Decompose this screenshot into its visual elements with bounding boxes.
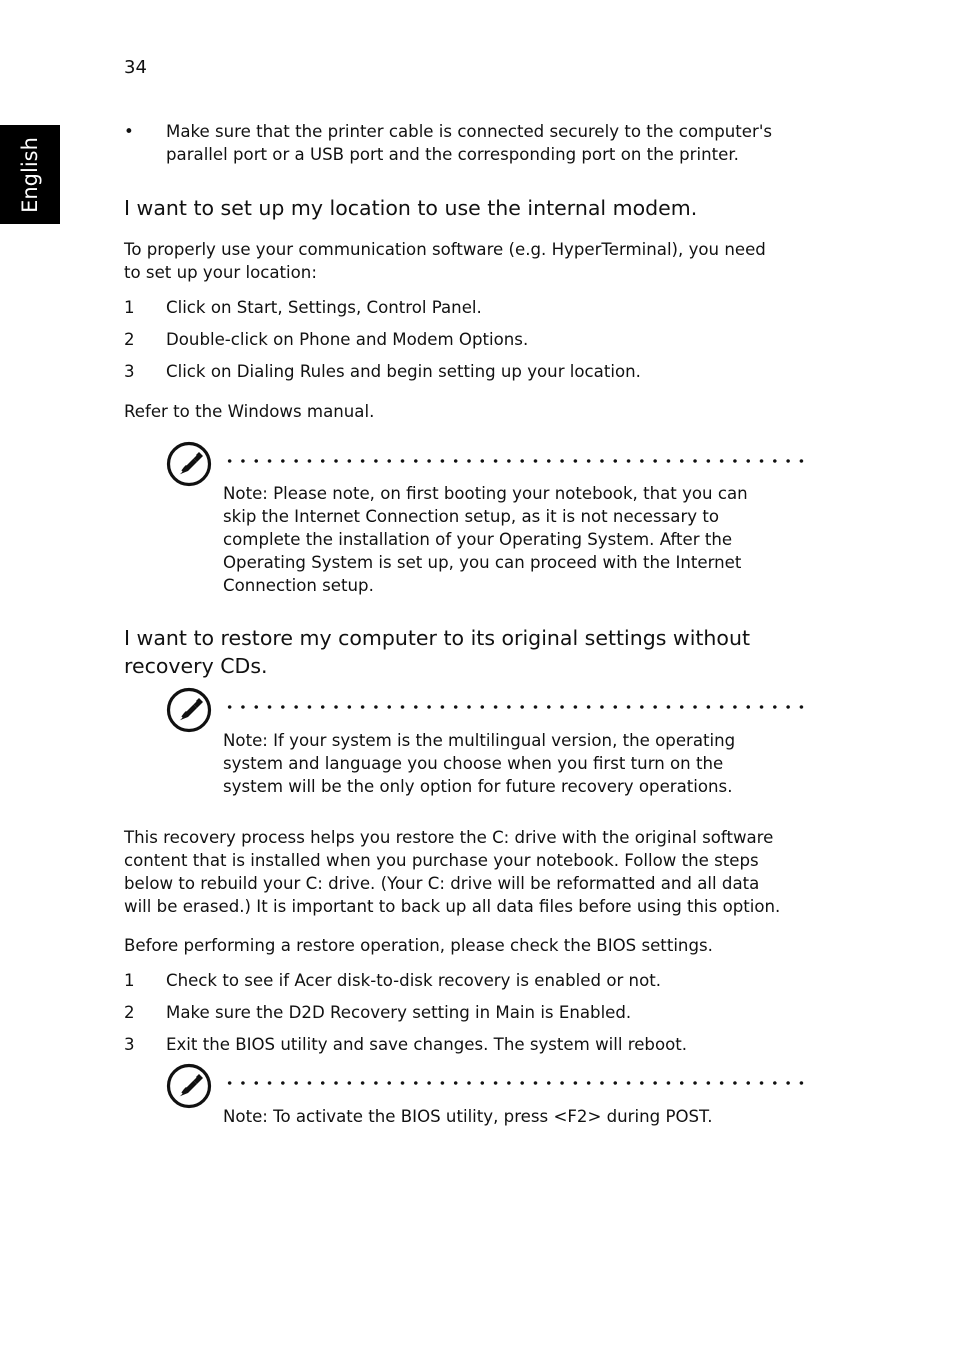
bios-check-text: Before performing a restore operation, please check the BIOS settings. — [124, 936, 713, 955]
step-number: 2 — [124, 330, 135, 349]
page-number: 34 — [124, 57, 147, 78]
bullet-text-line: parallel port or a USB port and the corresponding port on the printer. — [166, 145, 739, 164]
note-line: complete the installation of your Operating System. After the — [223, 530, 733, 549]
note-text-part: during POST. — [601, 1107, 713, 1126]
step-text-part: , — [277, 298, 288, 317]
note-divider — [223, 459, 811, 463]
ui-term-main: Main — [495, 1003, 536, 1022]
step-text — [166, 1001, 631, 1024]
note-modem — [223, 482, 793, 597]
ui-term-dialing-rules: Dialing Rules — [236, 362, 345, 381]
note-line: system and language you choose when you first turn on the — [223, 754, 724, 773]
note-line — [223, 729, 793, 752]
ui-term-d2d-recovery: Acer disk-to-disk recovery — [294, 971, 511, 990]
heading-line: I want to restore my computer to its original settings without — [124, 626, 750, 650]
ui-term-enabled: Enabled — [558, 1003, 626, 1022]
note-line: Connection setup. — [223, 576, 374, 595]
note-pen-icon — [166, 441, 212, 487]
step-text-part: is — [535, 1003, 559, 1022]
step-text-part: , — [355, 298, 367, 317]
note-line: Operating System is set up, you can proceed with the Internet — [223, 553, 742, 572]
ui-term-settings: Settings — [287, 298, 356, 317]
note-multilingual — [223, 729, 793, 798]
step-text-part: . — [625, 1003, 632, 1022]
step-text — [166, 296, 482, 319]
note-text-part: To activate the BIOS utility, press — [267, 1107, 554, 1126]
step-text-part: setting in — [406, 1003, 496, 1022]
intro-line: To properly use your communication software (e.g. HyperTerminal), you need — [124, 240, 766, 259]
ui-term-d2d-setting: D2D Recovery — [288, 1003, 407, 1022]
step-text — [166, 360, 641, 383]
note-bios-utility — [223, 1105, 793, 1128]
step-text-part: Click on — [166, 362, 237, 381]
step-text-part: Make sure the — [166, 1003, 289, 1022]
step-number: 1 — [124, 298, 135, 317]
step-number: 3 — [124, 362, 135, 381]
recovery-paragraph — [124, 826, 844, 918]
ui-term-phone-modem-options: Phone and Modem Options — [299, 330, 523, 349]
language-tab — [0, 125, 60, 224]
step-number: 1 — [124, 971, 135, 990]
note-line: skip the Internet Connection setup, as it is not necessary to — [223, 507, 720, 526]
step-text-part: and begin setting up your location. — [344, 362, 641, 381]
step-text-part: Double-click on — [166, 330, 300, 349]
intro-line: to set up your location: — [124, 263, 317, 282]
bullet-text-line: Make sure that the printer cable is connected securely to the computer's — [166, 122, 773, 141]
ui-term-start: Start — [236, 298, 278, 317]
ui-term-control-panel: Control Panel — [366, 298, 477, 317]
note-label: Note: — [223, 731, 268, 750]
step-text-part: . — [476, 298, 482, 317]
bullet-symbol: • — [124, 122, 134, 141]
paragraph-line: below to rebuild your C: drive. (Your C: drive will be reformatted and all data — [124, 874, 760, 893]
paragraph-line: content that is installed when you purchase your notebook. Follow the steps — [124, 851, 759, 870]
note-divider — [223, 705, 811, 709]
step-text — [166, 1033, 687, 1056]
step-text-part: . — [522, 330, 529, 349]
note-pen-icon — [166, 687, 212, 733]
note-line — [223, 482, 793, 505]
bullet-text — [166, 120, 866, 166]
step-number: 2 — [124, 1003, 135, 1022]
note-label: Note: — [223, 1107, 268, 1126]
note-text-part: Please note, on first booting your notebook, that you can — [267, 484, 748, 503]
paragraph-line: will be erased.) It is important to back up all data files before using this option. — [124, 897, 781, 916]
section-heading-restore — [124, 624, 844, 680]
step-text — [166, 328, 528, 351]
note-line — [223, 1105, 793, 1128]
step-text — [166, 969, 661, 992]
paragraph-line: This recovery process helps you restore the C: drive with the original software — [124, 828, 774, 847]
heading-line: recovery CDs. — [124, 654, 268, 678]
step-text-part: Check to see if — [166, 971, 295, 990]
section-heading-modem: I want to set up my location to use the internal modem. — [124, 196, 698, 220]
step-number: 3 — [124, 1035, 135, 1054]
note-label: Note: — [223, 484, 268, 503]
modem-intro — [124, 238, 824, 284]
key-f2: <F2> — [553, 1107, 602, 1126]
language-tab-label: English — [18, 136, 42, 213]
step-text-part: Click on — [166, 298, 237, 317]
note-text-part: If your system is the multilingual version, the operating — [267, 731, 736, 750]
note-divider — [223, 1081, 811, 1085]
note-line: system will be the only option for future recovery operations. — [223, 777, 733, 796]
step-text-part: is enabled or not. — [510, 971, 662, 990]
step-text-part: Exit the BIOS utility and save changes. The system will reboot. — [166, 1035, 688, 1054]
refer-text: Refer to the Windows manual. — [124, 402, 375, 421]
note-pen-icon — [166, 1063, 212, 1109]
